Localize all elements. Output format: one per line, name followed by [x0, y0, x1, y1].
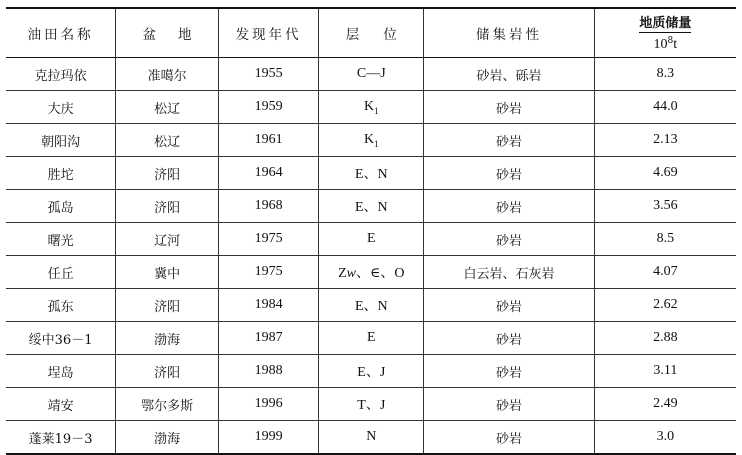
cell-horizon: E、J [319, 355, 424, 388]
cell-basin: 冀中 [116, 256, 219, 289]
cell-year: 1988 [218, 355, 318, 388]
cell-name: 靖安 [47, 398, 74, 414]
cell-horizon: $K_1$ [319, 91, 424, 124]
cell-year: 1984 [218, 289, 318, 322]
table-row [6, 91, 736, 124]
cell-year: 1999 [218, 421, 318, 455]
table-header-row [6, 8, 736, 58]
header-basin-label: 盆地 [142, 27, 214, 43]
cell-name: 克拉玛依 [34, 68, 87, 84]
cell-name: 绥中36－1 [28, 332, 93, 348]
cell-lithology: 砂岩 [424, 289, 594, 322]
table-row [6, 322, 736, 355]
cell-basin: 鄂尔多斯 [116, 388, 219, 421]
cell-name: 埕岛 [47, 365, 74, 381]
table-row [6, 223, 736, 256]
cell-reserves: 3.56 [594, 190, 736, 223]
cell-name: 曙光 [47, 233, 74, 249]
header-name [6, 8, 116, 58]
table-row [6, 421, 736, 455]
cell-year: 1968 [218, 190, 318, 223]
cell-year: 1961 [218, 124, 318, 157]
cell-name: 蓬莱19－3 [28, 431, 93, 447]
table-row [6, 256, 736, 289]
cell-horizon: C—J [319, 58, 424, 91]
cell-horizon: E、N [319, 190, 424, 223]
cell-horizon: E [319, 223, 424, 256]
cell-basin: 辽河 [116, 223, 219, 256]
cell-year: 1975 [218, 223, 318, 256]
cell-lithology: 砂岩 [424, 157, 594, 190]
table-row [6, 190, 736, 223]
header-name-label: 油田名称 [27, 27, 94, 43]
cell-year: 1975 [218, 256, 318, 289]
cell-basin: 渤海 [116, 322, 219, 355]
cell-horizon: E、N [319, 289, 424, 322]
cell-basin: 济阳 [116, 289, 219, 322]
cell-basin: 松辽 [116, 124, 219, 157]
cell-year: 1996 [218, 388, 318, 421]
cell-year: 1987 [218, 322, 318, 355]
cell-lithology: 砂岩、砾岩 [424, 58, 594, 91]
table-row [6, 289, 736, 322]
cell-lithology: 砂岩 [424, 421, 594, 455]
header-horizon-label: 层位 [345, 27, 421, 43]
header-horizon [319, 8, 424, 58]
cell-horizon: E [319, 322, 424, 355]
cell-name: 朝阳沟 [41, 134, 81, 150]
cell-reserves: 4.07 [594, 256, 736, 289]
header-reserves-unit: $10^8t$ [653, 35, 678, 52]
cell-lithology: 砂岩 [424, 124, 594, 157]
cell-year: 1959 [218, 91, 318, 124]
cell-lithology: 白云岩、石灰岩 [424, 256, 594, 289]
cell-reserves: 2.13 [594, 124, 736, 157]
header-basin [116, 8, 219, 58]
cell-horizon: $K_1$ [319, 124, 424, 157]
cell-horizon: Zw、∈、O [319, 256, 424, 289]
cell-reserves: 44.0 [594, 91, 736, 124]
header-reserves-title: 地质储量 [639, 15, 692, 31]
header-year-label: 发现年代 [235, 27, 302, 43]
cell-name: 孤岛 [47, 200, 74, 216]
cell-reserves: 2.62 [594, 289, 736, 322]
cell-reserves: 3.11 [594, 355, 736, 388]
cell-year: 1964 [218, 157, 318, 190]
cell-lithology: 砂岩 [424, 91, 594, 124]
cell-basin: 济阳 [116, 355, 219, 388]
cell-lithology: 砂岩 [424, 223, 594, 256]
header-year [218, 8, 318, 58]
cell-name: 孤东 [47, 299, 74, 315]
cell-lithology: 砂岩 [424, 355, 594, 388]
cell-reserves: 2.88 [594, 322, 736, 355]
table-row [6, 124, 736, 157]
cell-horizon: E、N [319, 157, 424, 190]
cell-lithology: 砂岩 [424, 322, 594, 355]
header-lithology [424, 8, 594, 58]
table-row [6, 355, 736, 388]
cell-name: 大庆 [47, 101, 74, 117]
cell-basin: 济阳 [116, 190, 219, 223]
cell-horizon: N [319, 421, 424, 455]
cell-basin: 准噶尔 [116, 58, 219, 91]
cell-reserves: 4.69 [594, 157, 736, 190]
cell-basin: 松辽 [116, 91, 219, 124]
header-lithology-label: 储集岩性 [475, 27, 542, 43]
oilfield-table [6, 7, 736, 455]
table-row [6, 58, 736, 91]
table-row [6, 388, 736, 421]
cell-reserves: 3.0 [594, 421, 736, 455]
cell-basin: 渤海 [116, 421, 219, 455]
cell-name: 胜坨 [47, 167, 74, 183]
cell-lithology: 砂岩 [424, 388, 594, 421]
cell-reserves: 8.3 [594, 58, 736, 91]
cell-lithology: 砂岩 [424, 190, 594, 223]
cell-name: 任丘 [47, 266, 74, 282]
cell-year: 1955 [218, 58, 318, 91]
header-reserves [594, 8, 736, 58]
cell-reserves: 8.5 [594, 223, 736, 256]
cell-reserves: 2.49 [594, 388, 736, 421]
table-row [6, 157, 736, 190]
cell-horizon: T、J [319, 388, 424, 421]
cell-basin: 济阳 [116, 157, 219, 190]
